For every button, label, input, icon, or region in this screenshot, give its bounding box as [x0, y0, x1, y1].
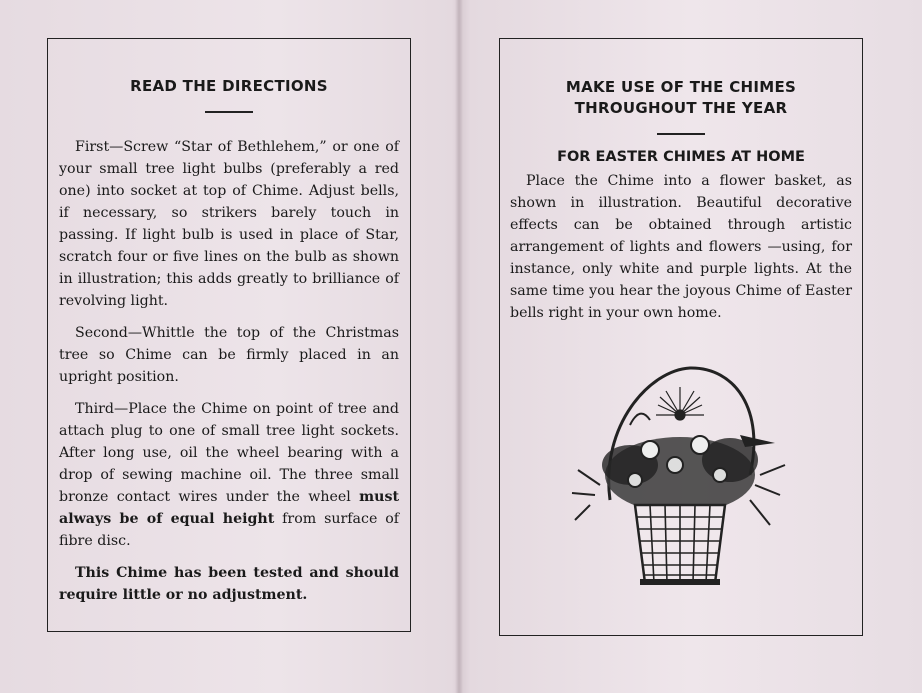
easter-paragraph: Place the Chime into a flower basket, as shown in illustration. Beautiful decorative effects can be obtained through artistic arrangement of lights and flowers —using, for instance, only white and purple lights. At the same time you hear the joyous Chime of Easter bells right in your own home. — [510, 173, 852, 321]
paragraph-third-emphasis: must always be of equal height — [59, 489, 399, 527]
paragraph-closing: This Chime has been tested and should require little or no adjustment. — [59, 565, 399, 603]
star-burst — [656, 387, 704, 420]
easter-subheading: FOR EASTER CHIMES AT HOME — [557, 149, 805, 165]
paragraph-second: Second—Whittle the top of the Christmas tree so Chime can be firmly placed in an upright position. — [59, 325, 399, 385]
paragraph-first: First—Screw “Star of Bethlehem,” or one of your small tree light bulbs (preferably a red one) into socket at top of Chime. Adjust bells, if necessary, so strikers barely touch in passing. If light bulb is used in place of Star, scratch four or five lines on the bulb as shown in illustration; this adds greatly to brilliance of revolving light. — [59, 139, 399, 309]
right-heading — [510, 77, 852, 119]
flower-basket-illustration — [570, 365, 790, 590]
right-heading-line2: THROUGHOUT THE YEAR — [574, 99, 788, 117]
paragraph-third-tail: from surface of fibre disc. — [59, 511, 399, 549]
page-fold — [455, 0, 463, 693]
paragraph-third-text: Third—Place the Chime on point of tree and attach plug to one of small tree light sockets. After long use, oil the wheel bearing with a drop of sewing machine oil. The three small bronze contact wires under the wheel — [59, 401, 399, 505]
basket-body — [635, 505, 725, 585]
left-heading: READ THE DIRECTIONS — [130, 77, 328, 95]
right-heading-rule — [657, 133, 705, 135]
left-heading-rule — [205, 111, 253, 113]
right-heading-line1: MAKE USE OF THE CHIMES — [565, 78, 797, 96]
paragraph-third — [59, 398, 399, 552]
left-page-frame — [47, 38, 411, 632]
